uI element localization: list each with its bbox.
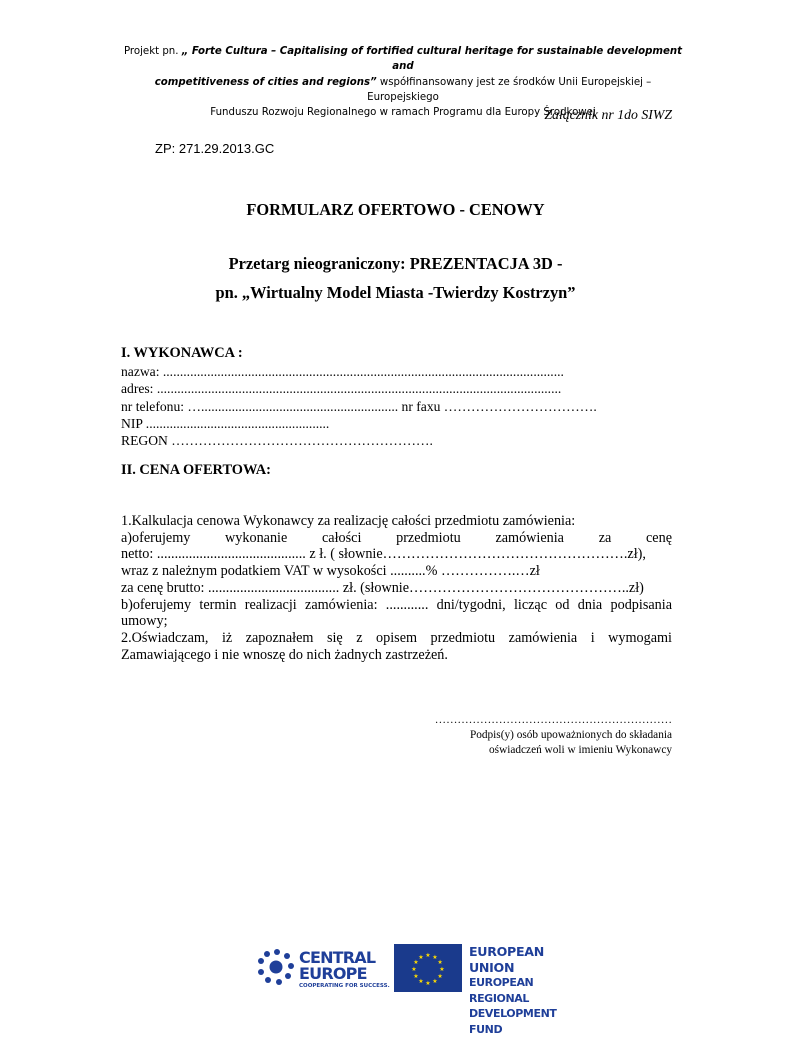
subtitle-line1: Przetarg nieograniczony: PREZENTACJA 3D - [228, 254, 563, 273]
eu-text-line1: EUROPEAN UNION [469, 944, 544, 975]
svg-text:★: ★ [425, 952, 431, 959]
reference-number: ZP: 271.29.2013.GC [155, 141, 275, 156]
svg-text:★: ★ [425, 980, 431, 987]
eu-text-line3: DEVELOPMENT FUND [469, 1007, 557, 1036]
svg-text:★: ★ [439, 966, 445, 973]
price-calculation [121, 513, 672, 663]
eu-text-line2: EUROPEAN REGIONAL [469, 976, 534, 1005]
offer-a-line: a)oferujemy wykonanie całości przedmiotu zamówienia za cenę [121, 529, 672, 546]
svg-text:★: ★ [432, 978, 438, 986]
central-europe-logo [255, 946, 390, 990]
field-regon[interactable]: REGON …………………………………………………. [121, 433, 433, 449]
section-price-heading: II. CENA OFERTOWA: [121, 462, 271, 478]
svg-text:★: ★ [437, 959, 443, 966]
netto-line[interactable]: netto: .......................................... z ł. ( słownie…………………………………………….zł), [121, 546, 646, 563]
calc-intro: 1.Kalkulacja cenowa Wykonawcy za realizację całości przedmiotu zamówienia: [121, 513, 576, 529]
eu-logo [394, 944, 574, 1036]
field-address[interactable]: adres: ....................................................................................................................... [121, 381, 562, 397]
svg-text:★: ★ [418, 953, 424, 961]
svg-text:★: ★ [413, 973, 419, 980]
project-title-line1: „ Forte Cultura – Capitalising of fortified cultural heritage for sustainable development and [181, 46, 683, 73]
field-phone-fax[interactable]: nr telefonu: ….......................................................... nr faxu ……………………………. [121, 398, 597, 414]
central-europe-line2: EUROPE [299, 964, 367, 983]
signature-line[interactable]: ……………………………………………………… [434, 714, 672, 726]
vat-line[interactable]: wraz z należnym podatkiem VAT w wysokości ..........% …………….…zł [121, 563, 540, 580]
central-europe-tagline: COOPERATING FOR SUCCESS. [299, 983, 390, 989]
field-nip[interactable]: NIP ...................................................... [121, 415, 330, 431]
section-contractor-heading: I. WYKONAWCA : [121, 345, 243, 361]
subtitle-line2: pn. „Wirtualny Model Miasta -Twierdzy Kostrzyn” [215, 283, 576, 302]
project-title-line2: competitiveness of cities and regions” [154, 76, 377, 88]
svg-text:★: ★ [432, 953, 438, 961]
eu-flag-icon [394, 944, 462, 992]
svg-text:★: ★ [411, 966, 417, 973]
offer-b-line[interactable]: b)oferujemy termin realizacji zamówienia: ............ dni/tygodni, licząc od dnia podpisania umowy; [121, 596, 672, 630]
central-europe-line1: CENTRAL [299, 948, 376, 967]
svg-text:★: ★ [437, 973, 443, 980]
signature-block [435, 713, 672, 758]
central-europe-emblem-icon [255, 946, 390, 990]
attachment-label: Załącznik nr 1do SIWZ [544, 107, 672, 122]
contractor-fields [121, 363, 597, 449]
declaration: 2.Oświadczam, iż zapoznałem się z opisem przedmiotu zamówienia i wymogami Zamawiającego i nie wnoszę do nich żadnych zastrzeżeń. [121, 629, 672, 663]
signature-caption-2: oświadczeń woli w imieniu Wykonawcy [489, 744, 672, 756]
svg-text:★: ★ [413, 959, 419, 966]
header-line3: Funduszu Rozwoju Regionalnego w ramach Programu dla Europy Środkowej [210, 107, 596, 119]
page-title: FORMULARZ OFERTOWO - CENOWY [246, 200, 545, 219]
brutto-line[interactable]: za cenę brutto: ..................................... zł. (słownie………………………………………..zł) [121, 579, 644, 596]
header-line2-rest: współfinansowany jest ze środków Unii Europejskiej – Europejskiego [367, 76, 652, 103]
header-prefix: Projekt pn. [123, 46, 182, 57]
svg-text:★: ★ [418, 978, 424, 986]
signature-caption-1: Podpis(y) osób upoważnionych do składania [469, 729, 672, 741]
field-name[interactable]: nazwa: ...................................................................................................................... [121, 364, 564, 379]
